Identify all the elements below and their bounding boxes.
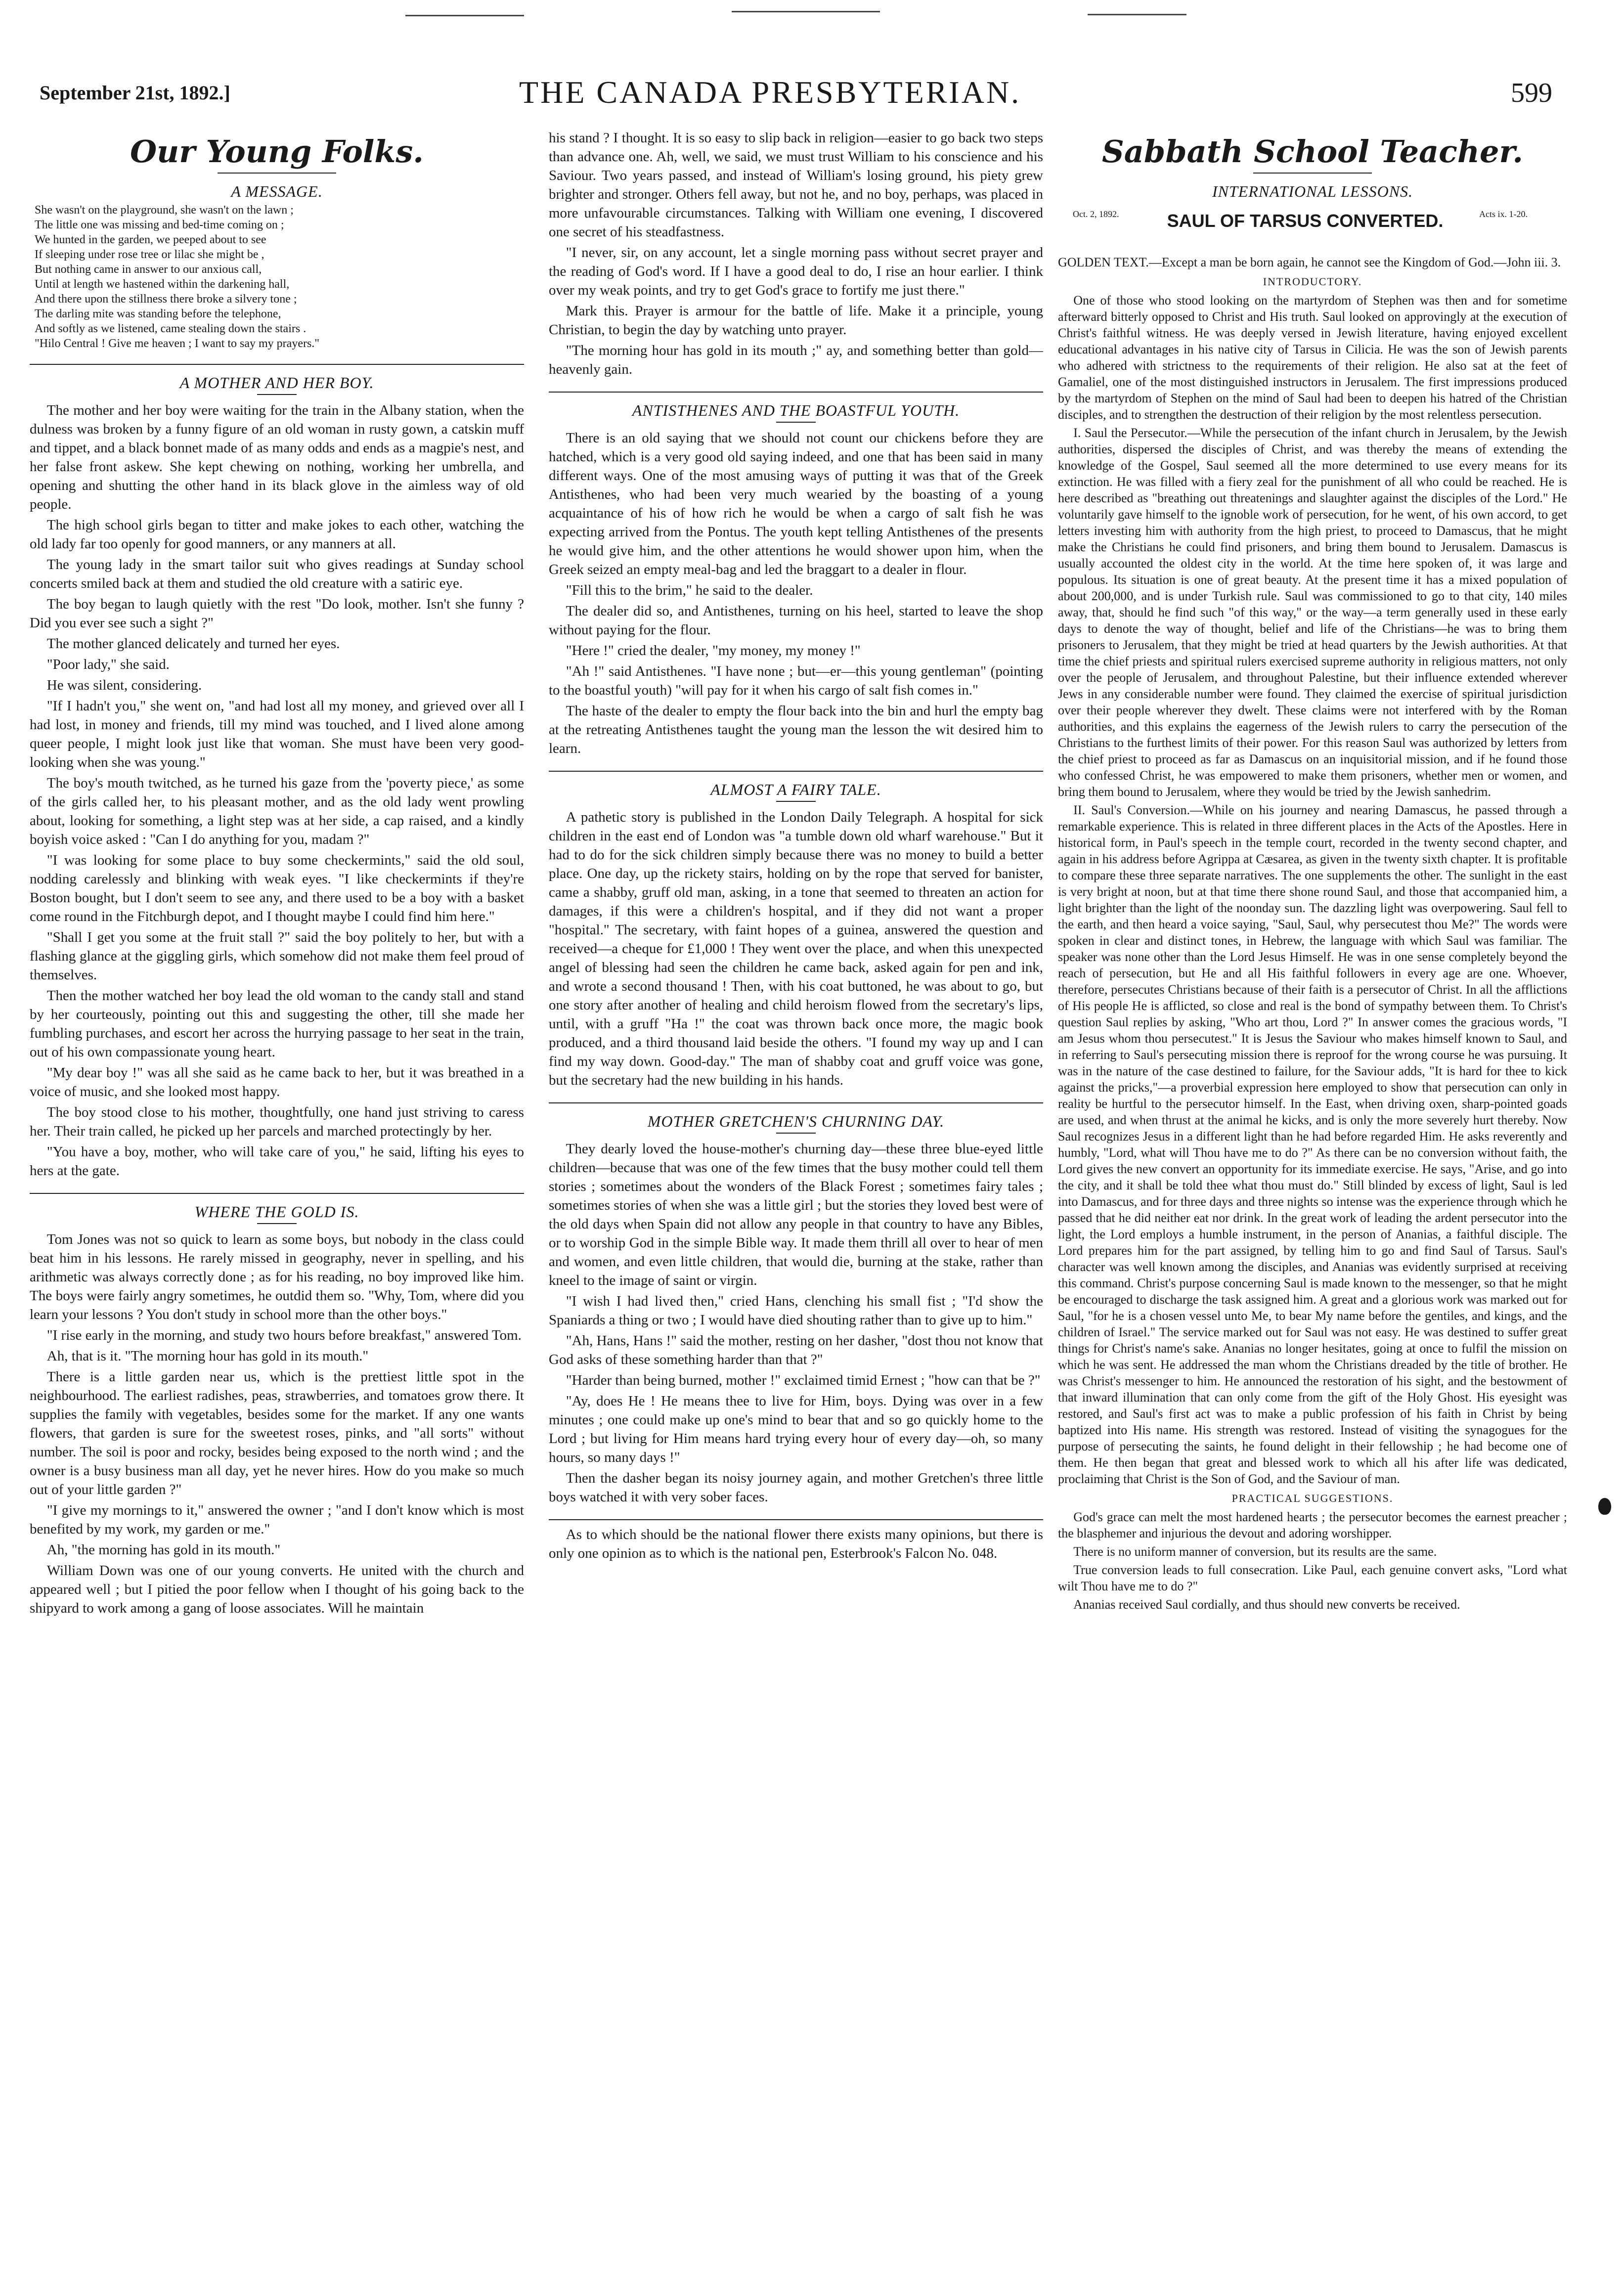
column-left: [30, 129, 524, 2264]
department-heading: Sabbath School Teacher.: [1101, 133, 1524, 170]
section-divider: [30, 364, 524, 365]
paragraph: "I wish I had lived then," cried Hans, clenching his small fist ; "I'd show the Spaniards a thing or two ; I would have died shouting rather than to give up to him.": [549, 1293, 1043, 1328]
paragraph: One of those who stood looking on the martyrdom of Stephen was then and for sometime afterward bitterly opposed to Christ and His truth. Saul looked on approvingly at the execution of Christ's faithful witness. He was deeply versed in Jewish literature, having enjoyed excellent educational advantages in his native city of Tarsus in Cilicia. He was the son of Jewish parents who adhered with strictness to the requirements of their religion. He also sat at the feet of Gamaliel, one of the most distinguished instructors in Jerusalem. The first impressions produced by the martyrdom of Stephen on the mind of Saul had been to deepen his hatred of the Christian disciples, and to strengthen the destruction of their religion by the most relentless persecution.: [1058, 293, 1567, 422]
article-title: MOTHER GRETCHEN'S CHURNING DAY.: [647, 1112, 945, 1130]
poem-line: And there upon the stillness there broke a silvery tone ;: [35, 293, 297, 306]
section-divider: [30, 1193, 524, 1194]
article-body: [549, 1140, 1043, 1506]
paragraph: The boy began to laugh quietly with the rest "Do look, mother. Isn't she funny ? Did you ever see such a sight ?": [30, 596, 524, 631]
top-edge-mark: [405, 15, 524, 16]
title-rule: [257, 1223, 297, 1224]
paragraph: There is no uniform manner of conversion, but its results are the same.: [1073, 1544, 1437, 1559]
article-title: A MOTHER AND HER BOY.: [179, 374, 374, 392]
paragraph: "Here !" cried the dealer, "my money, my money !": [566, 643, 861, 658]
title-rule: [776, 422, 816, 423]
section-divider: [549, 392, 1043, 393]
paragraph: I. Saul the Persecutor.—While the persecution of the infant church in Jerusalem, by the Jewish authorities, dispersed the disciples of Christ, and was thereby the means of extending the knowledge of the Gospel, Saul seemed all the more determined to use every means for its extinction. He was filled with a fiery zeal for the punishment of all who could be reached. He is here described as "breathing out threatenings and slaughter against the disciples of the Lord." He voluntarily gave himself to the ignoble work of persecution, for he went, of his own accord, to get letters investing him with authority from the high priest, to proceed to Damascus, that he might make the Christians he could find prisoners, and bring them bound to Jerusalem. Damascus is usually accounted the oldest city in the world. At the time here spoken of, it was large and populous. Its situation is one of great beauty. At the present time it has a mixed population of about 200,000, and is under Turkish rule. Saul was commissioned to go to that city, 140 miles away, that, should he find such "of this way," or the way—a term generally used in these early days to denote the way of thought, belief and life of the Christians—he was to bring them prisoners to Jerusalem, that they might be tried at head quarters by the Jewish authorities. At that time the chief priests and spiritual rulers exercised supreme authority in religious matters, not only over the people of Jerusalem, and throughout Palestine, but their influence extended wherever Jews in any considerable number were found. They claimed the exercise of spiritual jurisdiction over their people wherever they dwelt. These claims were not interfered with by the Roman authorities, and this explains the eagerness of the Jewish rulers to carry the persecution of the Christians to the furthest limits of their power. For this reason Saul was authorized by letters from the chief priest to proceed as far as Damascus on an inquisitorial mission, and if he found those who confessed Christ, he was empowered to make them prisoners, whether men or women, and bring them bound to Jerusalem, where they would be tried by the Jewish sanhedrim.: [1058, 426, 1567, 799]
article-title: A MESSAGE.: [231, 182, 323, 200]
lesson-reference: Acts ix. 1-20.: [1479, 209, 1528, 219]
paragraph: There is an old saying that we should not count our chickens before they are hatched, which is a very good old saying indeed, and one that has been said in many different ways. One of the most amusing ways of putting it was that of the Greek Antisthenes, who had been very much wearied by the boasting of a young acquaintance of his of how rich he would be when a cargo of salt fish he was expecting arrived from the Pontus. The youth kept telling Antisthenes of the presents he would give him, and the other attentions he would shower upon him, when the Greek seized an empty meal-bag and led the braggart to a dealer in flour.: [549, 430, 1043, 577]
poem-line: We hunted in the garden, we peeped about to see: [35, 233, 266, 246]
paragraph: "I rise early in the morning, and study two hours before breakfast," answered Tom.: [46, 1327, 522, 1343]
poem-line: "Hilo Central ! Give me heaven ; I want to say my prayers.": [35, 337, 320, 350]
section-divider: [549, 1102, 1043, 1103]
article-title: WHERE THE GOLD IS.: [194, 1203, 359, 1221]
paragraph: "Ah, Hans, Hans !" said the mother, resting on her dasher, "dost thou not know that God asks of these something harder than that ?": [549, 1333, 1043, 1367]
title-rule: [776, 801, 816, 802]
poem-line: The darling mite was standing before the telephone,: [35, 307, 281, 320]
heading-rule: [218, 173, 336, 174]
lesson-body: [1058, 1509, 1567, 1613]
top-edge-mark: [732, 11, 880, 12]
heading-rule: [1253, 173, 1372, 174]
poem-line: And softly as we listened, came stealing down the stairs .: [35, 322, 307, 335]
article-body: [549, 429, 1043, 758]
paragraph: "Poor lady," she said.: [46, 657, 170, 672]
paragraph: The boy stood close to his mother, thoughtfully, one hand just striving to caress her. Their train called, he picked up her parcels and marched protectingly by her.: [30, 1104, 524, 1139]
article-title: ALMOST A FAIRY TALE.: [710, 781, 881, 798]
article-title: ANTISTHENES AND THE BOASTFUL YOUTH.: [632, 401, 960, 419]
paragraph: He was silent, considering.: [46, 677, 202, 693]
paragraph: The haste of the dealer to empty the flour back into the bin and hurl the empty bag at the retreating Antisthenes taught the young man the lesson the wit desired him to learn.: [549, 703, 1043, 756]
lesson-date: Oct. 2, 1892.: [1073, 209, 1119, 219]
paragraph: Ah, "the morning has gold in its mouth.": [46, 1542, 281, 1558]
paragraph: A pathetic story is published in the London Daily Telegraph. A hospital for sick children in the east end of London was "a tumble down old wharf warehouse." But it had to do for the sick children simply because there was no money to build a better place. One day, up the rickety stairs, holding on by the rope that served for banister, came a shabby, gruff old man, asking, in a tone that seemed to threaten an action for damages, if this were a children's hospital, and if they did not want a proper "hospital." The secretary, with faint hopes of a guinea, answered the question and received—a cheque for £1,000 ! They went over the place, and when this unexpected angel of blessing had seen the children he came back, asked again for pen and ink, and wrote a second thousand ! Then, with his coat buttoned, he was about to go, but one story after another of healing and child heroism flowed from the secretary's lips, until, with a gruff "Ha !" the coat was thrown back once more, the magic book produced, and a third thousand laid beside the others. "I found my way up and I can find my way down. Good-day." The man of shabby coat and gruff voice was gone, but the secretary had the new building in his hands.: [549, 809, 1043, 1088]
title-rule: [776, 1133, 816, 1134]
paragraph: Ananias received Saul cordially, and thus should new converts be received.: [1073, 1597, 1460, 1612]
poem-line: She wasn't on the playground, she wasn't on the lawn ;: [35, 204, 294, 217]
paragraph: Then the mother watched her boy lead the old woman to the candy stall and stand by her courteously, pointing out this and suggesting the other, till she made her fumbling purchases, and escort her across the hurrying passage to her seat in the train, out of his own compassionate young heart.: [30, 988, 524, 1060]
column-middle: [549, 129, 1043, 2264]
paragraph: Tom Jones was not so quick to learn as some boys, but nobody in the class could beat him in his lessons. He rarely missed in geography, never in spelling, and his arithmetic was always correctly done ; as for his reading, no boy improved like him. The boys were fairly angry sometimes, he outdid them so. "Why, Tom, where did you learn your lessons ? You don't study in school more than the other boys.": [30, 1231, 524, 1322]
paragraph: The dealer did so, and Antisthenes, turning on his heel, started to leave the shop without paying for the flour.: [549, 603, 1043, 638]
paragraph: "I never, sir, on any account, let a single morning pass without secret prayer and the reading of God's word. If I have a good deal to do, I rise an hour earlier. I think over my weak points, and try to get God's grace to fortify me just there.": [549, 245, 1043, 298]
paragraph: "The morning hour has gold in its mouth ;" ay, and something better than gold—heavenly gain.: [549, 343, 1043, 377]
advertisement-note: As to which should be the national flower there exists many opinions, but there is only one opinion as to which is the national pen, Esterbrook's Falcon No. 048.: [549, 1527, 1043, 1561]
section-divider: [549, 771, 1043, 772]
poem: [35, 203, 524, 351]
title-rule: [257, 394, 297, 395]
poem-line: If sleeping under rose tree or lilac she might be ,: [35, 248, 264, 261]
poem-line: The little one was missing and bed-time coming on ;: [35, 219, 284, 231]
paragraph: "I give my mornings to it," answered the owner ; "and I don't know which is most benefited by my work, my garden or me.": [30, 1502, 524, 1537]
paragraph: II. Saul's Conversion.—While on his journey and nearing Damascus, he passed through a remarkable experience. This is related in three different places in the Acts of the Apostles. Here in historical form, in Paul's speech in the temple court, recorded in the twenty second chapter, and again in his address before Agrippa at Cæsarea, as given in the twenty sixth chapter. It is profitable to compare these three separate narratives. The one supplements the other. The sunlight in the east is very bright at noon, but at that time there shone round Saul, and those that accompanied him, a light brighter than the light of the noonday sun. The dazzling light was overpowering. Saul fell to the earth, and then heard a voice saying, "Saul, Saul, why persecutest thou Me?" The words were spoken in clear and distinct tones, in Hebrew, the language with which Saul was familiar. The speaker was none other than the Lord Jesus Himself. He was in one sense completely beyond the reach of persecution, but He and all His faithful followers in every age are one. Whoever, therefore, persecutes Christians because of their faith is a persecutor of Christ. In all the afflictions of His people He is afflicted, so close and real is the bond of sympathy between them. To Christ's question Saul replies by asking, "Who art thou, Lord ?" In answer comes the gracious words, "I am Jesus whom thou persecutest." It is Jesus the Saviour who makes himself known to Saul, and in referring to Saul's persecuting mission there is reproof for the wrong course he was pursuing. It was in the nature of the case destined to failure, for the Saviour adds, "It is hard for thee to kick against the pricks,"—a proverbial expression here employed to show that persecution can only in reality be hurtful to the persecutor himself. In the East, when driving oxen, sharp-pointed goads are used, and when thrust at the animal he kicks, and is only the more severely hurt thereby. Now Saul recognizes Jesus in a different light than he had before regarded Him. He asks reverently and humbly, "Lord, what will Thou have me to do ?" As there can be no conversion without faith, the Lord gives the new convert an opportunity for its immediate exercise. He says, "Arise, and go into the city, and it shall be told thee what thou must do." Still blinded by excess of light, Saul is led into Damascus, and for three days and three nights so intense was the experience through which he passed that he did neither eat nor drink. In the great work of leading the ardent persecutor into the light, the Lord employs a humble instrument, in the person of Ananias, a faithful disciple. The Lord prepares him for the part assigned, by telling him to go and find Saul of Tarsus. Saul's character was well known among the disciples, and Ananias was evidently surprised at receiving this command. Christ's purpose concerning Saul is made known to the messenger, so that he might be encouraged to discharge the task assigned him. A great and a glorious work was marked out for Saul, "for he is a chosen vessel unto Me, to bear My name before the gentiles, and kings, and the children of Israel." The service marked out for Saul was not easy. He was destined to suffer great things for Christ's name's sake. Ananias no longer hesitates, going at once to fulfil the mission on which he was sent. He addressed the man whom the Christians dreaded by the title of brother. He was Christ's messenger to him. He announced the restoration of his sight, and the bestowment of that inward illumination that can only come from the gift of the Holy Ghost. His eyesight was restored, and Saul's first act was to make a public profession of his faith in Christ by being baptized into His name. His strength was restored. Instead of visiting the synagogues for the purpose of persecuting the saints, he found delight in their fellowship ; he had become one of them. He then began that great and blessed work to which all his after life was dedicated, proclaiming that Christ is the Son of God, and the Saviour of man.: [1058, 803, 1567, 1486]
paragraph: Mark this. Prayer is armour for the battle of life. Make it a principle, young Christian, to begin the day by watching unto prayer.: [549, 303, 1043, 338]
page-number: 599: [1511, 78, 1552, 108]
page-edge-mark: [1598, 1498, 1611, 1515]
article-body: [30, 401, 524, 1180]
paragraph: The high school girls began to titter and make jokes to each other, watching the old lady far too openly for good manners, or any manners at all.: [30, 517, 524, 552]
paragraph: "Shall I get you some at the fruit stall ?" said the boy politely to her, but with a flashing glance at the giggling girls, which somehow did not make them feel proud of themselves.: [30, 929, 524, 983]
paragraph: "Fill this to the brim," he said to the dealer.: [566, 582, 813, 598]
paragraph: "I was looking for some place to buy some checkermints," said the old soul, nodding carelessly and blinking with weak eyes. "I like checkermints if they're Boston bought, but I don't seem to see any, and there used to be a boy with a basket come round in the Fitchburgh depot, and I thought maybe I could find him here.": [30, 852, 524, 924]
paragraph: "If I hadn't you," she went on, "and had lost all my money, and grieved over all I had lost, in money and friends, till my mind was touched, and I lived alone among queer people, I might look just like that woman. She must have been very good-looking when she was young.": [30, 698, 524, 770]
paragraph: The mother and her boy were waiting for the train in the Albany station, when the dulness was broken by a funny figure of an old woman in rusty gown, a catskin muff and tippet, and a black bonnet made of as many odds and ends as a magpie's nest, and her false front askew. She kept chewing on nothing, working her umbrella, and opening and shutting the other hand in its black glove in the aimless way of old people.: [30, 402, 524, 512]
paragraph: They dearly loved the house-mother's churning day—these three blue-eyed little children—because that was one of the few times that the busy mother could tell them stories ; sometimes about the wonders of the Black Forest ; sometimes fairy tales ; sometimes stories of when she was a little girl ; but the stories they loved best were of the old days when Spain did not allow any people in that country to have any Bibles, or to worship God in the simple Bible way. It made them thrill all over to hear of men and women, and even little children, that would die, burning at the stake, rather than kneel to the image of saint or virgin.: [549, 1141, 1043, 1288]
golden-text: GOLDEN TEXT.—Except a man be born again, he cannot see the Kingdom of God.—John iii. 3.: [1058, 255, 1561, 269]
paragraph: his stand ? I thought. It is so easy to slip back in religion—easier to go back two steps than advance one. Ah, well, we said, we must trust William to his conscience and his Saviour. Two years passed, and instead of William's losing ground, his piety grew brighter and stronger. Others fell away, but not he, and no boy, perhaps, was placed in more unfavourable circumstances. Talking with William one evening, I discovered one secret of his steadfastness.: [549, 130, 1043, 240]
lesson-title: SAUL OF TARSUS CONVERTED.: [1167, 211, 1444, 231]
article-body: [30, 1230, 524, 1618]
column-right: [1058, 129, 1567, 2264]
paragraph: Then the dasher began its noisy journey again, and mother Gretchen's three little boys watched it with very sober faces.: [549, 1470, 1043, 1505]
paragraph: There is a little garden near us, which is the prettiest little spot in the neighbourhood. The earliest radishes, peas, strawberries, and tomatoes grow there. It supplies the family with vegetables, besides some for the market. If any one wants flowers, that garden is sure for the sweetest roses, pinks, and "all sorts" without number. The soil is poor and rocky, besides being exposed to the north wind ; and the owner is a busy business man all day, yet he never hires. How do you make so much out of your little garden ?": [30, 1369, 524, 1497]
paragraph: God's grace can melt the most hardened hearts ; the persecutor becomes the earnest preacher ; the blasphemer and injurious the devout and adoring worshipper.: [1058, 1510, 1567, 1540]
article-body: [549, 129, 1043, 379]
paragraph: "My dear boy !" was all she said as he came back to her, but it was breathed in a voice of music, and she looked most happy.: [30, 1065, 524, 1099]
poem-line: But nothing came in answer to our anxious call,: [35, 263, 262, 276]
article-body: [549, 808, 1043, 1090]
paragraph: "You have a boy, mother, who will take care of you," he said, lifting his eyes to hers at the gate.: [30, 1144, 524, 1179]
lesson-header: [1058, 204, 1567, 248]
paragraph: "Harder than being burned, mother !" exclaimed timid Ernest ; "how can that be ?": [566, 1372, 1041, 1388]
paragraph: The mother glanced delicately and turned her eyes.: [46, 636, 340, 652]
paragraph: "Ay, does He ! He means thee to live for Him, boys. Dying was over in a few minutes ; one could make up one's mind to bear that and so go quickly home to the Lord ; but living for Him means hard trying every hour of every day—oh, so many hours, so many days !": [549, 1393, 1043, 1465]
paragraph: Ah, that is it. "The morning hour has gold in its mouth.": [46, 1348, 369, 1364]
issue-date: September 21st, 1892.]: [40, 82, 230, 104]
section-subheading: INTRODUCTORY.: [1263, 275, 1362, 288]
paragraph: "Ah !" said Antisthenes. "I have none ; but—er—this young gentleman" (pointing to the boastful youth) "will pay for it when his cargo of salt fish comes in.": [549, 663, 1043, 698]
masthead: [20, 74, 1602, 124]
top-edge-mark: [1088, 14, 1186, 15]
lessons-subhead: INTERNATIONAL LESSONS.: [1212, 182, 1413, 200]
poem-line: Until at length we hastened within the darkening hall,: [35, 278, 290, 291]
newspaper-title: THE CANADA PRESBYTERIAN.: [519, 75, 1021, 110]
section-divider: [549, 1519, 1043, 1520]
section-subheading: PRACTICAL SUGGESTIONS.: [1231, 1492, 1394, 1504]
paragraph: The boy's mouth twitched, as he turned his gaze from the 'poverty piece,' as some of the girls called her, to his pleasant mother, and as the old lady went prowling about, looking for something, a light step was at her side, a cap raised, and a kindly boyish voice asked : "Can I do anything for you, madam ?": [30, 775, 524, 847]
paragraph: True conversion leads to full consecration. Like Paul, each genuine convert asks, "Lord what wilt Thou have me to do ?": [1058, 1563, 1567, 1593]
paragraph: The young lady in the smart tailor suit who gives readings at Sunday school concerts smiled back at them and studied the old creature with a satiric eye.: [30, 557, 524, 591]
department-heading: Our Young Folks.: [130, 133, 424, 170]
paragraph: William Down was one of our young converts. He united with the church and appeared well ; but I pitied the poor fellow when I thought of his going back to the shipyard to work among a gang of loose associates. Will he maintain: [30, 1563, 524, 1616]
lesson-body: [1058, 292, 1567, 1487]
